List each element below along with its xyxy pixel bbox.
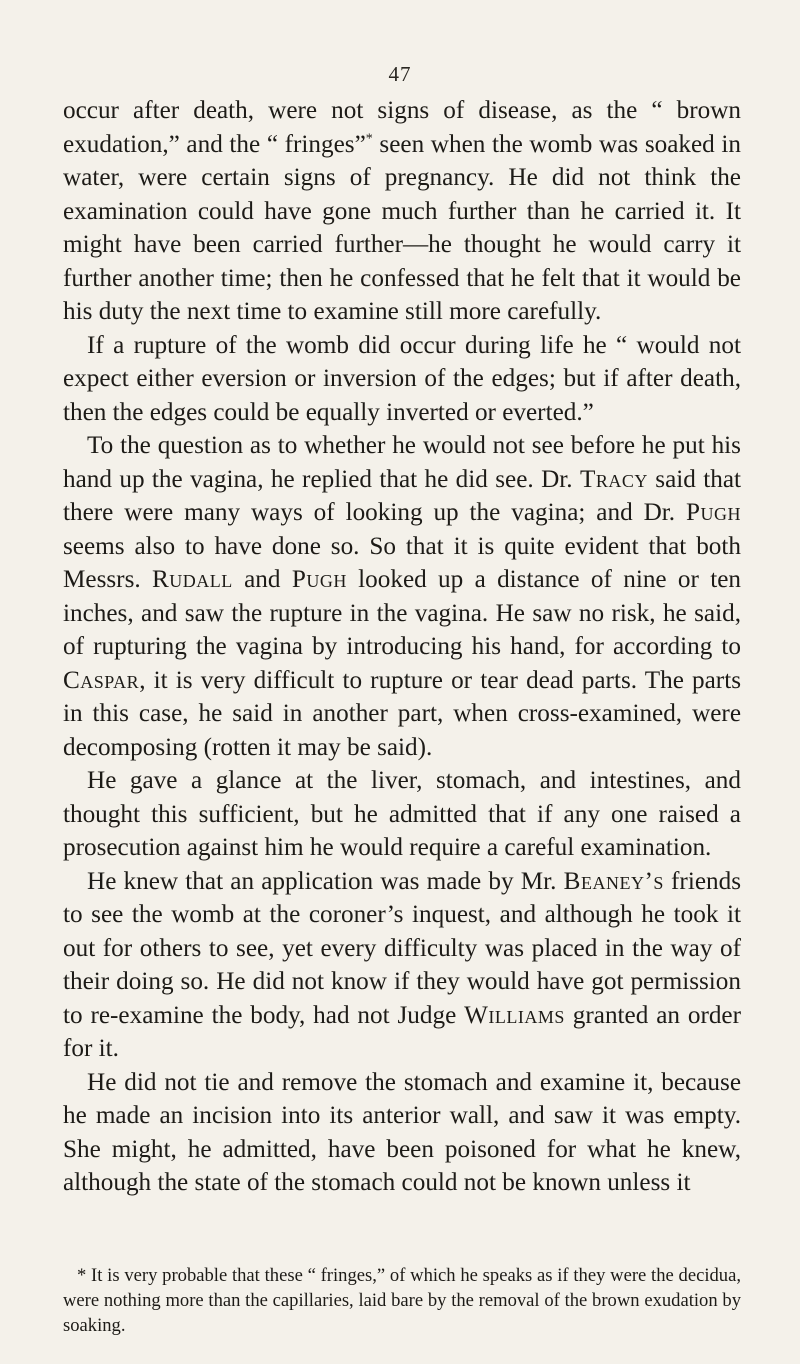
paragraph-5-text-c: granted an order for it. <box>63 1001 741 1062</box>
paragraph-1 <box>63 94 741 329</box>
page-number: 47 <box>388 62 412 86</box>
paragraph-5 <box>63 865 741 1066</box>
name-caspar: Caspar <box>63 666 140 694</box>
name-pugh-second: Pugh <box>291 566 347 593</box>
name-pugh: Pugh <box>685 499 741 526</box>
paragraph-3 <box>63 429 741 764</box>
paragraph-1-text-a: occur after death, were not signs of disease, as the “ brown exudation,” and the “ fringes” <box>63 97 741 158</box>
paragraph-3-text-f: , it is very difficult to rupture or tear dead parts. The parts in this case, he said in another part, when cross-examined, were decomposing (rotten it may be said). <box>63 666 741 761</box>
name-tracy: Tracy <box>579 465 648 493</box>
name-rudall: Rudall <box>152 566 233 593</box>
paragraph-4: He gave a glance at the liver, stomach, and intestines, and thought this sufficient, but he admitted that if any one raised a prosecution against him he would require a careful examination. <box>63 767 741 861</box>
paragraph-2: If a rupture of the womb did occur during life he “ would not expect either eversion or inversion of the edges; but if after death, then the edges could be equally inverted or everted.” <box>63 331 741 426</box>
paragraph-6: He did not tie and remove the stomach and examine it, because he made an incision into its anterior wall, and saw it was empty. She might, he admitted, have been poisoned for what he knew, although the state of the stomach could not be known unless it <box>63 1068 741 1196</box>
paragraph-5-text-a: He knew that an application was made by Mr. <box>87 867 564 895</box>
paragraph-3-text-e: looked up a distance of nine or ten inches, and saw the rupture in the vagina. He saw no risk, he said, of rupturing the vagina by introducing his hand, for according to <box>63 566 741 660</box>
paragraph-1-text-b: seen when the womb was soaked in water, were certain signs of pregnancy. He did not think the examination could have gone much further than he carried it. It might have been carried further—he thought he would carry it further another time; then he confessed that he felt that it would be his duty the next time to examine still more carefully. <box>63 130 741 325</box>
paragraph-3-text-c: seems also to have done so. So that it is quite evident that both Messrs. <box>63 532 741 593</box>
paragraph-3-text-b: said that there were many ways of looking up the vagina; and Dr. <box>63 465 742 526</box>
body-text <box>63 94 741 1200</box>
paragraph-5-text-b: friends to see the womb at the coroner’s inquest, and although he took it out for others to see, yet every difficulty was placed in the way of their doing so. He did not know if they would have got permission to re-examine the body, had not Judge <box>63 867 741 1029</box>
name-beaney: Beaney’s <box>563 867 664 895</box>
paragraph-3-text-d: and <box>232 566 292 593</box>
footnote-reference-mark: * <box>365 131 373 147</box>
footnote: * It is very probable that these “ fringes,” of which he speaks as if they were the decidua, were nothing more than the capillaries, laid bare by the removal of the brown exudation by soaking. <box>63 1265 741 1336</box>
paragraph-3-text-a: To the question as to whether he would not see before he put his hand up the vagina, he replied that he did see. Dr. <box>63 432 741 493</box>
name-williams: Williams <box>464 1001 565 1029</box>
